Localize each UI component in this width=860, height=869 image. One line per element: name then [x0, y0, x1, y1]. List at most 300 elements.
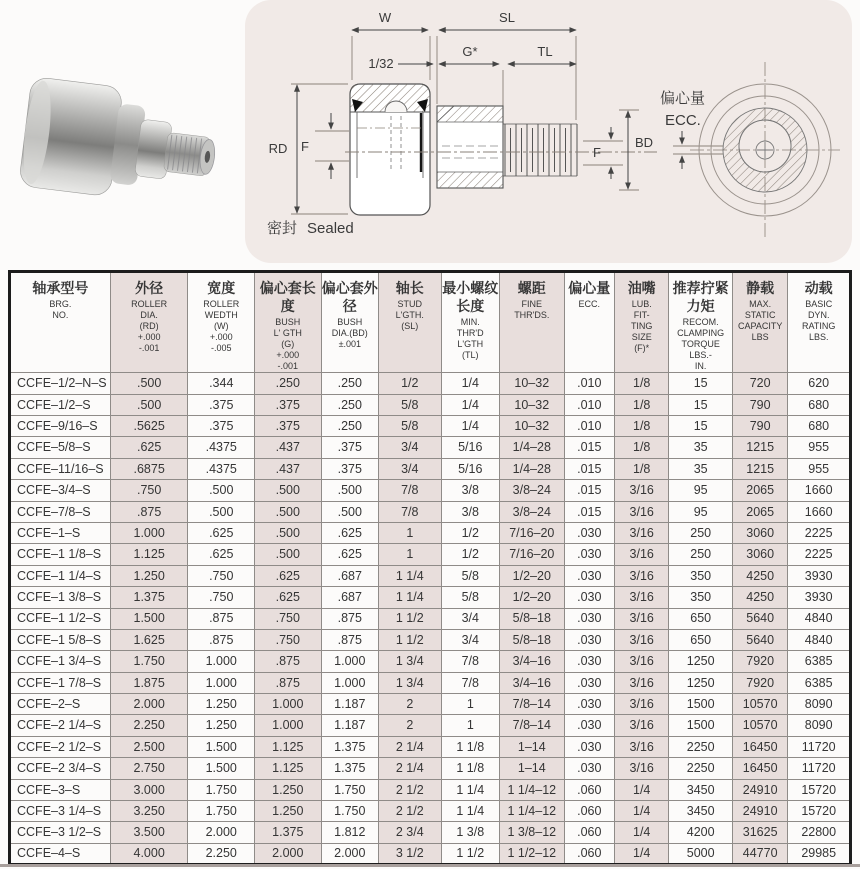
spec-value: 8090 — [788, 694, 851, 715]
spec-value: 2 1/2 — [379, 779, 442, 800]
spec-value: .030 — [564, 715, 614, 736]
spec-value: 4200 — [669, 822, 733, 843]
spec-value: 790 — [732, 416, 787, 437]
dim-label-tl: TL — [537, 44, 553, 59]
spec-value: 1/8 — [614, 394, 668, 415]
table-body — [10, 373, 851, 865]
spec-value: 1/8 — [614, 416, 668, 437]
spec-value: 7/16–20 — [500, 522, 565, 543]
spec-value: .5625 — [110, 416, 188, 437]
spec-value: 250 — [669, 544, 733, 565]
spec-value: .500 — [110, 373, 188, 394]
spec-value: 2.250 — [110, 715, 188, 736]
spec-value: 7920 — [732, 672, 787, 693]
spec-value: 2 3/4 — [379, 822, 442, 843]
bearing-model: CCFE–2 3/4–S — [10, 758, 111, 779]
spec-value: 1/4–28 — [500, 437, 565, 458]
spec-value: 2 — [379, 694, 442, 715]
table-row — [10, 736, 851, 757]
table-row — [10, 544, 851, 565]
spec-value: 1.000 — [110, 522, 188, 543]
spec-value: 1.375 — [110, 587, 188, 608]
spec-value: 3/4 — [441, 608, 499, 629]
spec-value: .375 — [321, 458, 378, 479]
spec-value: 1 1/4 — [441, 779, 499, 800]
table-row — [10, 843, 851, 864]
spec-value: .250 — [321, 373, 378, 394]
bearing-model: CCFE–1 1/2–S — [10, 608, 111, 629]
spec-value: 1.250 — [188, 694, 255, 715]
spec-value: .500 — [188, 501, 255, 522]
spec-value: 2.000 — [110, 694, 188, 715]
spec-value: .250 — [321, 394, 378, 415]
bearing-model: CCFE–7/8–S — [10, 501, 111, 522]
spec-value: 350 — [669, 587, 733, 608]
spec-value: 3/16 — [614, 715, 668, 736]
column-header: 宽度 ROLLER WEDTH (W) +.000 -.005 — [188, 272, 255, 373]
spec-value: 3/4–16 — [500, 651, 565, 672]
spec-value: 1.000 — [321, 651, 378, 672]
bearing-model: CCFE–1 1/4–S — [10, 565, 111, 586]
spec-value: 16450 — [732, 736, 787, 757]
spec-value: .060 — [564, 801, 614, 822]
technical-drawing — [245, 0, 852, 263]
spec-value: 720 — [732, 373, 787, 394]
spec-value: 5/8 — [379, 394, 442, 415]
spec-value: 3/8 — [441, 480, 499, 501]
spec-value: 3060 — [732, 544, 787, 565]
spec-value: 2 1/4 — [379, 736, 442, 757]
spec-value: .875 — [188, 629, 255, 650]
column-header: 静载 MAX. STATIC CAPACITY LBS — [732, 272, 787, 373]
spec-value: 7/8 — [441, 651, 499, 672]
spec-value: .375 — [321, 437, 378, 458]
spec-value: 1 3/4 — [379, 672, 442, 693]
spec-value: 1 1/2 — [379, 629, 442, 650]
spec-value: .030 — [564, 651, 614, 672]
spec-value: 620 — [788, 373, 851, 394]
spec-value: 8090 — [788, 715, 851, 736]
spec-value: .060 — [564, 822, 614, 843]
table-row — [10, 672, 851, 693]
spec-value: 1500 — [669, 715, 733, 736]
bearing-model: CCFE–1 3/4–S — [10, 651, 111, 672]
spec-value: 1.500 — [188, 736, 255, 757]
bearing-model: CCFE–2 1/4–S — [10, 715, 111, 736]
spec-value: 1/2 — [441, 522, 499, 543]
spec-value: .010 — [564, 416, 614, 437]
spec-value: 1.375 — [321, 736, 378, 757]
spec-value: .015 — [564, 480, 614, 501]
spec-value: 5/8 — [441, 587, 499, 608]
spec-value: .375 — [255, 394, 322, 415]
table-row — [10, 458, 851, 479]
spec-value: 2250 — [669, 736, 733, 757]
spec-value: 11720 — [788, 758, 851, 779]
bearing-model: CCFE–1–S — [10, 522, 111, 543]
table-row — [10, 694, 851, 715]
bearing-model: CCFE–5/8–S — [10, 437, 111, 458]
spec-value: .375 — [255, 416, 322, 437]
spec-value: 1/2 — [441, 544, 499, 565]
spec-value: .750 — [255, 608, 322, 629]
spec-value: 1 1/4 — [379, 587, 442, 608]
spec-value: .625 — [188, 544, 255, 565]
spec-value: .625 — [321, 522, 378, 543]
spec-value: .375 — [188, 394, 255, 415]
spec-value: .030 — [564, 672, 614, 693]
spec-value: .6875 — [110, 458, 188, 479]
spec-value: 1/4 — [614, 843, 668, 864]
spec-value: 3450 — [669, 779, 733, 800]
spec-value: .625 — [321, 544, 378, 565]
spec-value: .875 — [188, 608, 255, 629]
bearing-model: CCFE–4–S — [10, 843, 111, 864]
column-header: 偏心套长度 BUSH L' GTH (G) +.000 -.001 — [255, 272, 322, 373]
spec-value: 1250 — [669, 651, 733, 672]
spec-value: 1.750 — [321, 779, 378, 800]
dim-label-rd: RD — [268, 141, 288, 156]
spec-value: 955 — [788, 437, 851, 458]
spec-value: 1.750 — [110, 651, 188, 672]
table-row — [10, 822, 851, 843]
table-row — [10, 779, 851, 800]
spec-value: 3/16 — [614, 480, 668, 501]
dim-label-sl: SL — [499, 10, 515, 25]
table-row — [10, 801, 851, 822]
spec-value: 1.375 — [321, 758, 378, 779]
spec-value: 3 1/2 — [379, 843, 442, 864]
spec-value: 1.625 — [110, 629, 188, 650]
spec-value: 3450 — [669, 801, 733, 822]
spec-value: 3/16 — [614, 758, 668, 779]
spec-value: 2225 — [788, 544, 851, 565]
spec-value: 1.812 — [321, 822, 378, 843]
spec-value: 1 — [441, 715, 499, 736]
spec-value: 1.125 — [110, 544, 188, 565]
spec-value: 4250 — [732, 565, 787, 586]
spec-value: 1 1/2–12 — [500, 843, 565, 864]
spec-value: .030 — [564, 587, 614, 608]
spec-value: 1 1/8 — [441, 758, 499, 779]
column-header: 外径 ROLLER DIA. (RD) +.000 -.001 — [110, 272, 188, 373]
spec-value: 3/4 — [379, 458, 442, 479]
spec-value: 3/16 — [614, 651, 668, 672]
spec-value: 5/8–18 — [500, 608, 565, 629]
spec-value: 1/8 — [614, 458, 668, 479]
spec-value: 1 1/2 — [441, 843, 499, 864]
spec-value: 10–32 — [500, 373, 565, 394]
spec-value: 1215 — [732, 437, 787, 458]
table-row — [10, 522, 851, 543]
spec-value: 1.750 — [321, 801, 378, 822]
spec-value: 2.000 — [255, 843, 322, 864]
spec-value: 1 — [379, 522, 442, 543]
column-header: 最小螺纹长度 MIN. THR'D L'GTH (TL) — [441, 272, 499, 373]
spec-value: 1/8 — [614, 373, 668, 394]
spec-value: 1.375 — [255, 822, 322, 843]
dim-label-f-left: F — [301, 139, 309, 154]
spec-value: 5/8–18 — [500, 629, 565, 650]
spec-value: .437 — [255, 437, 322, 458]
spec-value: 1/4 — [614, 822, 668, 843]
spec-value: 1.000 — [321, 672, 378, 693]
spec-value: 1 1/4–12 — [500, 801, 565, 822]
spec-table — [8, 270, 852, 866]
table-row — [10, 394, 851, 415]
bearing-model: CCFE–1/2–N–S — [10, 373, 111, 394]
table-row — [10, 651, 851, 672]
spec-value: 1/4 — [441, 373, 499, 394]
spec-value: .030 — [564, 758, 614, 779]
column-header: 螺距 FINE THR'DS. — [500, 272, 565, 373]
spec-value: 15 — [669, 394, 733, 415]
spec-value: 1250 — [669, 672, 733, 693]
column-header: 推荐拧紧力矩 RECOM. CLAMPING TORQUE LBS.- IN. — [669, 272, 733, 373]
spec-value: 1 3/8–12 — [500, 822, 565, 843]
spec-value: 1 3/4 — [379, 651, 442, 672]
spec-value: .875 — [255, 672, 322, 693]
spec-value: 350 — [669, 565, 733, 586]
spec-value: 1/2–20 — [500, 565, 565, 586]
spec-value: 29985 — [788, 843, 851, 864]
spec-value: 1.000 — [188, 651, 255, 672]
bearing-model: CCFE–1 3/8–S — [10, 587, 111, 608]
spec-value: 24910 — [732, 801, 787, 822]
spec-value: 1.500 — [188, 758, 255, 779]
spec-value: 3/16 — [614, 587, 668, 608]
column-header: 偏心量 ECC. — [564, 272, 614, 373]
spec-value: .500 — [255, 480, 322, 501]
spec-value: .4375 — [188, 458, 255, 479]
spec-value: .030 — [564, 736, 614, 757]
column-header: 动载 BASIC DYN. RATING LBS. — [788, 272, 851, 373]
cam-follower-photo-shapes — [19, 76, 222, 208]
spec-value: 3/16 — [614, 565, 668, 586]
spec-value: .500 — [255, 501, 322, 522]
spec-value: 1.187 — [321, 715, 378, 736]
spec-value: 7/8 — [379, 501, 442, 522]
spec-value: 1660 — [788, 501, 851, 522]
table-row — [10, 565, 851, 586]
spec-value: 10–32 — [500, 416, 565, 437]
spec-value: .030 — [564, 565, 614, 586]
spec-value: .625 — [110, 437, 188, 458]
spec-value: 2.500 — [110, 736, 188, 757]
spec-value: 3930 — [788, 565, 851, 586]
bearing-model: CCFE–9/16–S — [10, 416, 111, 437]
sealed-label-cn: 密封 — [267, 220, 298, 237]
spec-value: .4375 — [188, 437, 255, 458]
spec-value: 5640 — [732, 629, 787, 650]
spec-value: 1 1/8 — [441, 736, 499, 757]
spec-value: .437 — [255, 458, 322, 479]
spec-value: 5/8 — [441, 565, 499, 586]
spec-value: .500 — [321, 501, 378, 522]
spec-value: 7/8–14 — [500, 694, 565, 715]
ecc-label-cn: 偏心量 — [660, 90, 706, 107]
bearing-model: CCFE–2–S — [10, 694, 111, 715]
spec-value: 10–32 — [500, 394, 565, 415]
bearing-model: CCFE–1/2–S — [10, 394, 111, 415]
spec-value: 95 — [669, 501, 733, 522]
bearing-model: CCFE–11/16–S — [10, 458, 111, 479]
spec-value: 7/8 — [379, 480, 442, 501]
spec-value: .015 — [564, 501, 614, 522]
spec-value: .060 — [564, 779, 614, 800]
spec-value: 22800 — [788, 822, 851, 843]
spec-value: 3/8 — [441, 501, 499, 522]
spec-value: .015 — [564, 437, 614, 458]
spec-value: .250 — [255, 373, 322, 394]
spec-value: 1.250 — [110, 565, 188, 586]
spec-value: 1 — [441, 694, 499, 715]
spec-value: 2 1/4 — [379, 758, 442, 779]
spec-value: 1–14 — [500, 736, 565, 757]
ecc-label-en: ECC. — [665, 112, 701, 129]
spec-value: 1/4 — [614, 779, 668, 800]
spec-value: .500 — [321, 480, 378, 501]
spec-value: 1.125 — [255, 758, 322, 779]
spec-value: 1.250 — [255, 801, 322, 822]
column-header: 轴承型号 BRG. NO. — [10, 272, 111, 373]
spec-value: 6385 — [788, 672, 851, 693]
spec-value: 95 — [669, 480, 733, 501]
spec-value: 7/16–20 — [500, 544, 565, 565]
page-footer-line — [0, 864, 860, 867]
dim-label-f-right: F — [593, 145, 601, 160]
spec-value: .030 — [564, 608, 614, 629]
diagram-panel — [245, 0, 852, 263]
column-header: 轴长 STUD L'GTH. (SL) — [379, 272, 442, 373]
table-row — [10, 758, 851, 779]
spec-value: 35 — [669, 437, 733, 458]
spec-value: 3.500 — [110, 822, 188, 843]
spec-value: .344 — [188, 373, 255, 394]
spec-value: 2065 — [732, 480, 787, 501]
spec-value: 4840 — [788, 608, 851, 629]
spec-value: 7/8–14 — [500, 715, 565, 736]
spec-value: 1/4–28 — [500, 458, 565, 479]
sealed-label-en: Sealed — [307, 220, 354, 237]
spec-value: 2 1/2 — [379, 801, 442, 822]
spec-value: .875 — [110, 501, 188, 522]
spec-value: 3/16 — [614, 544, 668, 565]
spec-value: 1500 — [669, 694, 733, 715]
spec-value: 3/16 — [614, 736, 668, 757]
spec-value: 2.750 — [110, 758, 188, 779]
spec-value: 3.000 — [110, 779, 188, 800]
spec-value: 1 3/8 — [441, 822, 499, 843]
spec-value: 7/8 — [441, 672, 499, 693]
spec-value: 3/4–16 — [500, 672, 565, 693]
spec-value: .625 — [255, 565, 322, 586]
spec-value: .875 — [321, 629, 378, 650]
spec-value: .625 — [255, 587, 322, 608]
spec-value: 2.000 — [188, 822, 255, 843]
dim-label-g: G* — [462, 44, 478, 59]
end-view — [690, 62, 840, 238]
spec-value: 1.000 — [255, 715, 322, 736]
bearing-model: CCFE–3 1/2–S — [10, 822, 111, 843]
spec-value: 1.750 — [188, 779, 255, 800]
spec-value: 3/16 — [614, 608, 668, 629]
spec-value: 2.250 — [188, 843, 255, 864]
table-row — [10, 715, 851, 736]
spec-value: 2225 — [788, 522, 851, 543]
bearing-model: CCFE–3/4–S — [10, 480, 111, 501]
spec-value: 6385 — [788, 651, 851, 672]
spec-value: 1 1/4 — [441, 801, 499, 822]
spec-value: .030 — [564, 544, 614, 565]
spec-value: 650 — [669, 608, 733, 629]
table-row — [10, 629, 851, 650]
spec-value: .500 — [110, 394, 188, 415]
spec-value: 1/4 — [441, 416, 499, 437]
product-photo — [12, 72, 234, 222]
spec-value: .030 — [564, 694, 614, 715]
spec-value: 680 — [788, 394, 851, 415]
spec-value: .687 — [321, 587, 378, 608]
spec-value: 5/16 — [441, 437, 499, 458]
spec-value: 1.000 — [188, 672, 255, 693]
bearing-model: CCFE–1 5/8–S — [10, 629, 111, 650]
spec-value: 1.000 — [255, 694, 322, 715]
header-row — [10, 272, 851, 373]
bearing-model: CCFE–3 1/4–S — [10, 801, 111, 822]
spec-value: .687 — [321, 565, 378, 586]
spec-value: 10570 — [732, 715, 787, 736]
bearing-model: CCFE–1 7/8–S — [10, 672, 111, 693]
spec-value: 1 — [379, 544, 442, 565]
dim-label-bd: BD — [635, 135, 654, 150]
spec-value: 1215 — [732, 458, 787, 479]
table-row — [10, 373, 851, 394]
spec-value: 1.500 — [110, 608, 188, 629]
spec-value: 5000 — [669, 843, 733, 864]
spec-value: 3/8–24 — [500, 480, 565, 501]
spec-value: 1 1/4–12 — [500, 779, 565, 800]
table-row — [10, 437, 851, 458]
spec-value: 1 1/4 — [379, 565, 442, 586]
spec-value: 2250 — [669, 758, 733, 779]
spec-value: .750 — [188, 565, 255, 586]
spec-value: 44770 — [732, 843, 787, 864]
spec-value: 790 — [732, 394, 787, 415]
spec-value: .375 — [188, 416, 255, 437]
spec-value: 1.875 — [110, 672, 188, 693]
table-row — [10, 608, 851, 629]
spec-value: 3/4 — [379, 437, 442, 458]
spec-value: 10570 — [732, 694, 787, 715]
spec-value: 31625 — [732, 822, 787, 843]
spec-value: 3/16 — [614, 629, 668, 650]
spec-value: 3060 — [732, 522, 787, 543]
spec-value: 3/16 — [614, 522, 668, 543]
table-row — [10, 501, 851, 522]
spec-value: 3.250 — [110, 801, 188, 822]
spec-value: .060 — [564, 843, 614, 864]
spec-value: 15 — [669, 373, 733, 394]
spec-value: 650 — [669, 629, 733, 650]
spec-value: 5640 — [732, 608, 787, 629]
spec-value: 15 — [669, 416, 733, 437]
spec-value: 955 — [788, 458, 851, 479]
table-row — [10, 480, 851, 501]
spec-value: .750 — [188, 587, 255, 608]
spec-value: 680 — [788, 416, 851, 437]
spec-value: 1.187 — [321, 694, 378, 715]
